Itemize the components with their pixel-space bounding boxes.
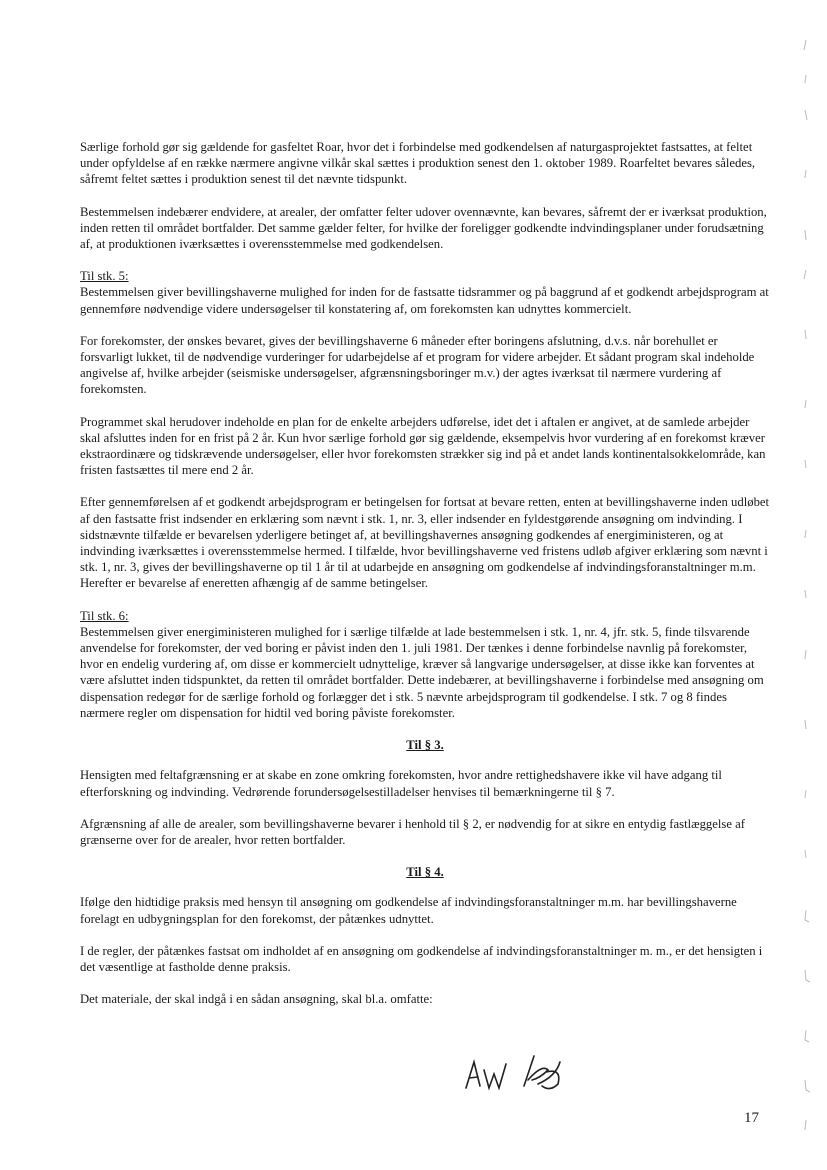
section-title-s4: Til § 4. [406,865,444,880]
paragraph-stk5-3: Programmet skal herudover indeholde en plan for de enkelte arbejders udførelse, idet det i aftalen er angivet, at de samlede arbejder skal afsluttes inden for en frist på 2 år. Kun hvor særlige forhold gør sig gældende, eksempelvis hvor vurdering af en forekomst kræver ekstraordinære og tidskrævende undersøgelser, eller hvor forekomsten strækker sig ind på et andet lands kontinentalsokkelområde, kan fristen fastsættes til mere end 2 år. [80,414,766,478]
paragraph-stk6-1: Bestemmelsen giver energiministeren mulighed for i særlige tilfælde at lade bestemmelsen i stk. 1, nr. 4, jfr. stk. 5, finde tilsvarende anvendelse for forekomster, der ved boring er påvist inden den 1. juli 1981. Der tænkes i denne forbindelse navnlig på forekomster, hvor en endelig vurdering af, om disse er kommercielt udnyttelige, kræver så langvarige undersøgelser, at disse ikke kan forventes at være afsluttet inden tidspunktet, da retten til området bortfalder. Dette indebærer, at bevillingshaverne i forbindelse med ansøgning om dispensation redegør for de særlige forhold og forlægger det i stk. 5 nævnte arbejdsprogram til godkendelse. I stk. 7 og 8 findes nærmere regler om dispensation for hidtil ved boring påviste forekomster. [80,624,764,720]
subheading-stk5: Til stk. 5: [80,269,129,284]
section-title-s3: Til § 3. [406,738,444,753]
subheading-stk6: Til stk. 6: [80,608,129,623]
page-number: 17 [744,1110,759,1126]
paragraph-stk5-2: For forekomster, der ønskes bevaret, gives der bevillingshaverne 6 måneder efter boringens afslutning, d.v.s. når borehullet er forsvarligt lukket, til de nødvendige vurderinger for udarbejdelse af et program for videre arbejder. Et sådant program skal indeholde angivelse af, hvilke arbejder (seismiske undersøgelser, afgrænsningsboringer m.v.) der agtes iværksat til nærmere vurdering af forekomsten. [80,333,755,397]
paragraph-s4-3: Det materiale, der skal indgå i en sådan ansøgning, skal bl.a. omfatte: [80,992,433,1007]
paragraph-s4-1: Ifølge den hidtidige praksis med hensyn til ansøgning om godkendelse af indvindingsforanstaltninger m.m. har bevillingshaverne forelagt en udbygningsplan for den forekomst, der påtænkes udnyttet. [80,895,737,926]
paragraph-s3-2: Afgrænsning af alle de arealer, som bevillingshaverne bevarer i henhold til § 2, er nødvendig for at sikre en entydig fastlæggelse af grænserne over for de arealer, hvor retten bortfalder. [80,816,746,847]
scan-edge-marks [800,30,827,1160]
paragraph-s4-2: I de regler, der påtænkes fastsat om indholdet af en ansøgning om godkendelse af indvindingsforanstaltninger m. m., er det hensigten i det væsentlige at fastholde denne praksis. [80,943,763,974]
paragraph-stk5-4: Efter gennemførelsen af et godkendt arbejdsprogram er betingelsen for fortsat at bevare retten, enten at bevillingshaverne inden udløbet af den fastsatte frist indsender en erklæring som nævnt i stk. 1, nr. 3, eller indsender en fyldestgørende ansøgning om indvinding. I sidstnævnte tilfælde er bevarelsen yderligere betinget af, at bevillingshavernes ansøgning godkendes af energiministeren, og at indvinding iværksættes i overensstemmelse hermed. I tilfælde, hvor bevillingshaverne ved fristens udløb afgiver erklæring som nævnt i stk. 1, nr. 3, gives der bevillingshaverne op til 1 år til at udarbejde en ansøgning om godkendelse af indvindingsforanstaltninger m.m. Herefter er bevarelse af eneretten afhængig af de samme betingelser. [80,495,770,591]
paragraph-s3-1: Hensigten med feltafgrænsning er at skabe en zone omkring forekomsten, hvor andre rettighedshavere ikke vil have adgang til efterforskning og indvinding. Vedrørende forundersøgelsestilladelser henvises til bemærkningerne til § 7. [80,768,722,799]
paragraph-stk5-1: Bestemmelsen giver bevillingshaverne mulighed for inden for de fastsatte tidsrammer og på baggrund af et godkendt arbejdsprogram at gennemføre nødvendige videre undersøgelser til konstatering af, om forekomsten kan udnyttes kommercielt. [80,285,769,316]
handwritten-initials [462,1050,582,1098]
document-body [80,139,770,1023]
paragraph-roar: Særlige forhold gør sig gældende for gasfeltet Roar, hvor det i forbindelse med godkendelsen af naturgasprojektet fastsattes, at feltet under opfyldelse af en række nærmere angivne vilkår skal sættes i produktion senest den 1. oktober 1989. Roarfeltet bevares således, såfremt feltet sættes i produktion senest til det nævnte tidspunkt. [80,140,756,187]
paragraph-areas: Bestemmelsen indebærer endvidere, at arealer, der omfatter felter udover ovennævnte, kan bevares, såfremt der er iværksat produktion, inden retten til området bortfalder. Det samme gælder felter, for hvilke der foreligger godkendte indvindingsplaner under forudsætning af, at produktionen iværksættes i overensstemmelse med godkendelsen. [80,204,767,252]
